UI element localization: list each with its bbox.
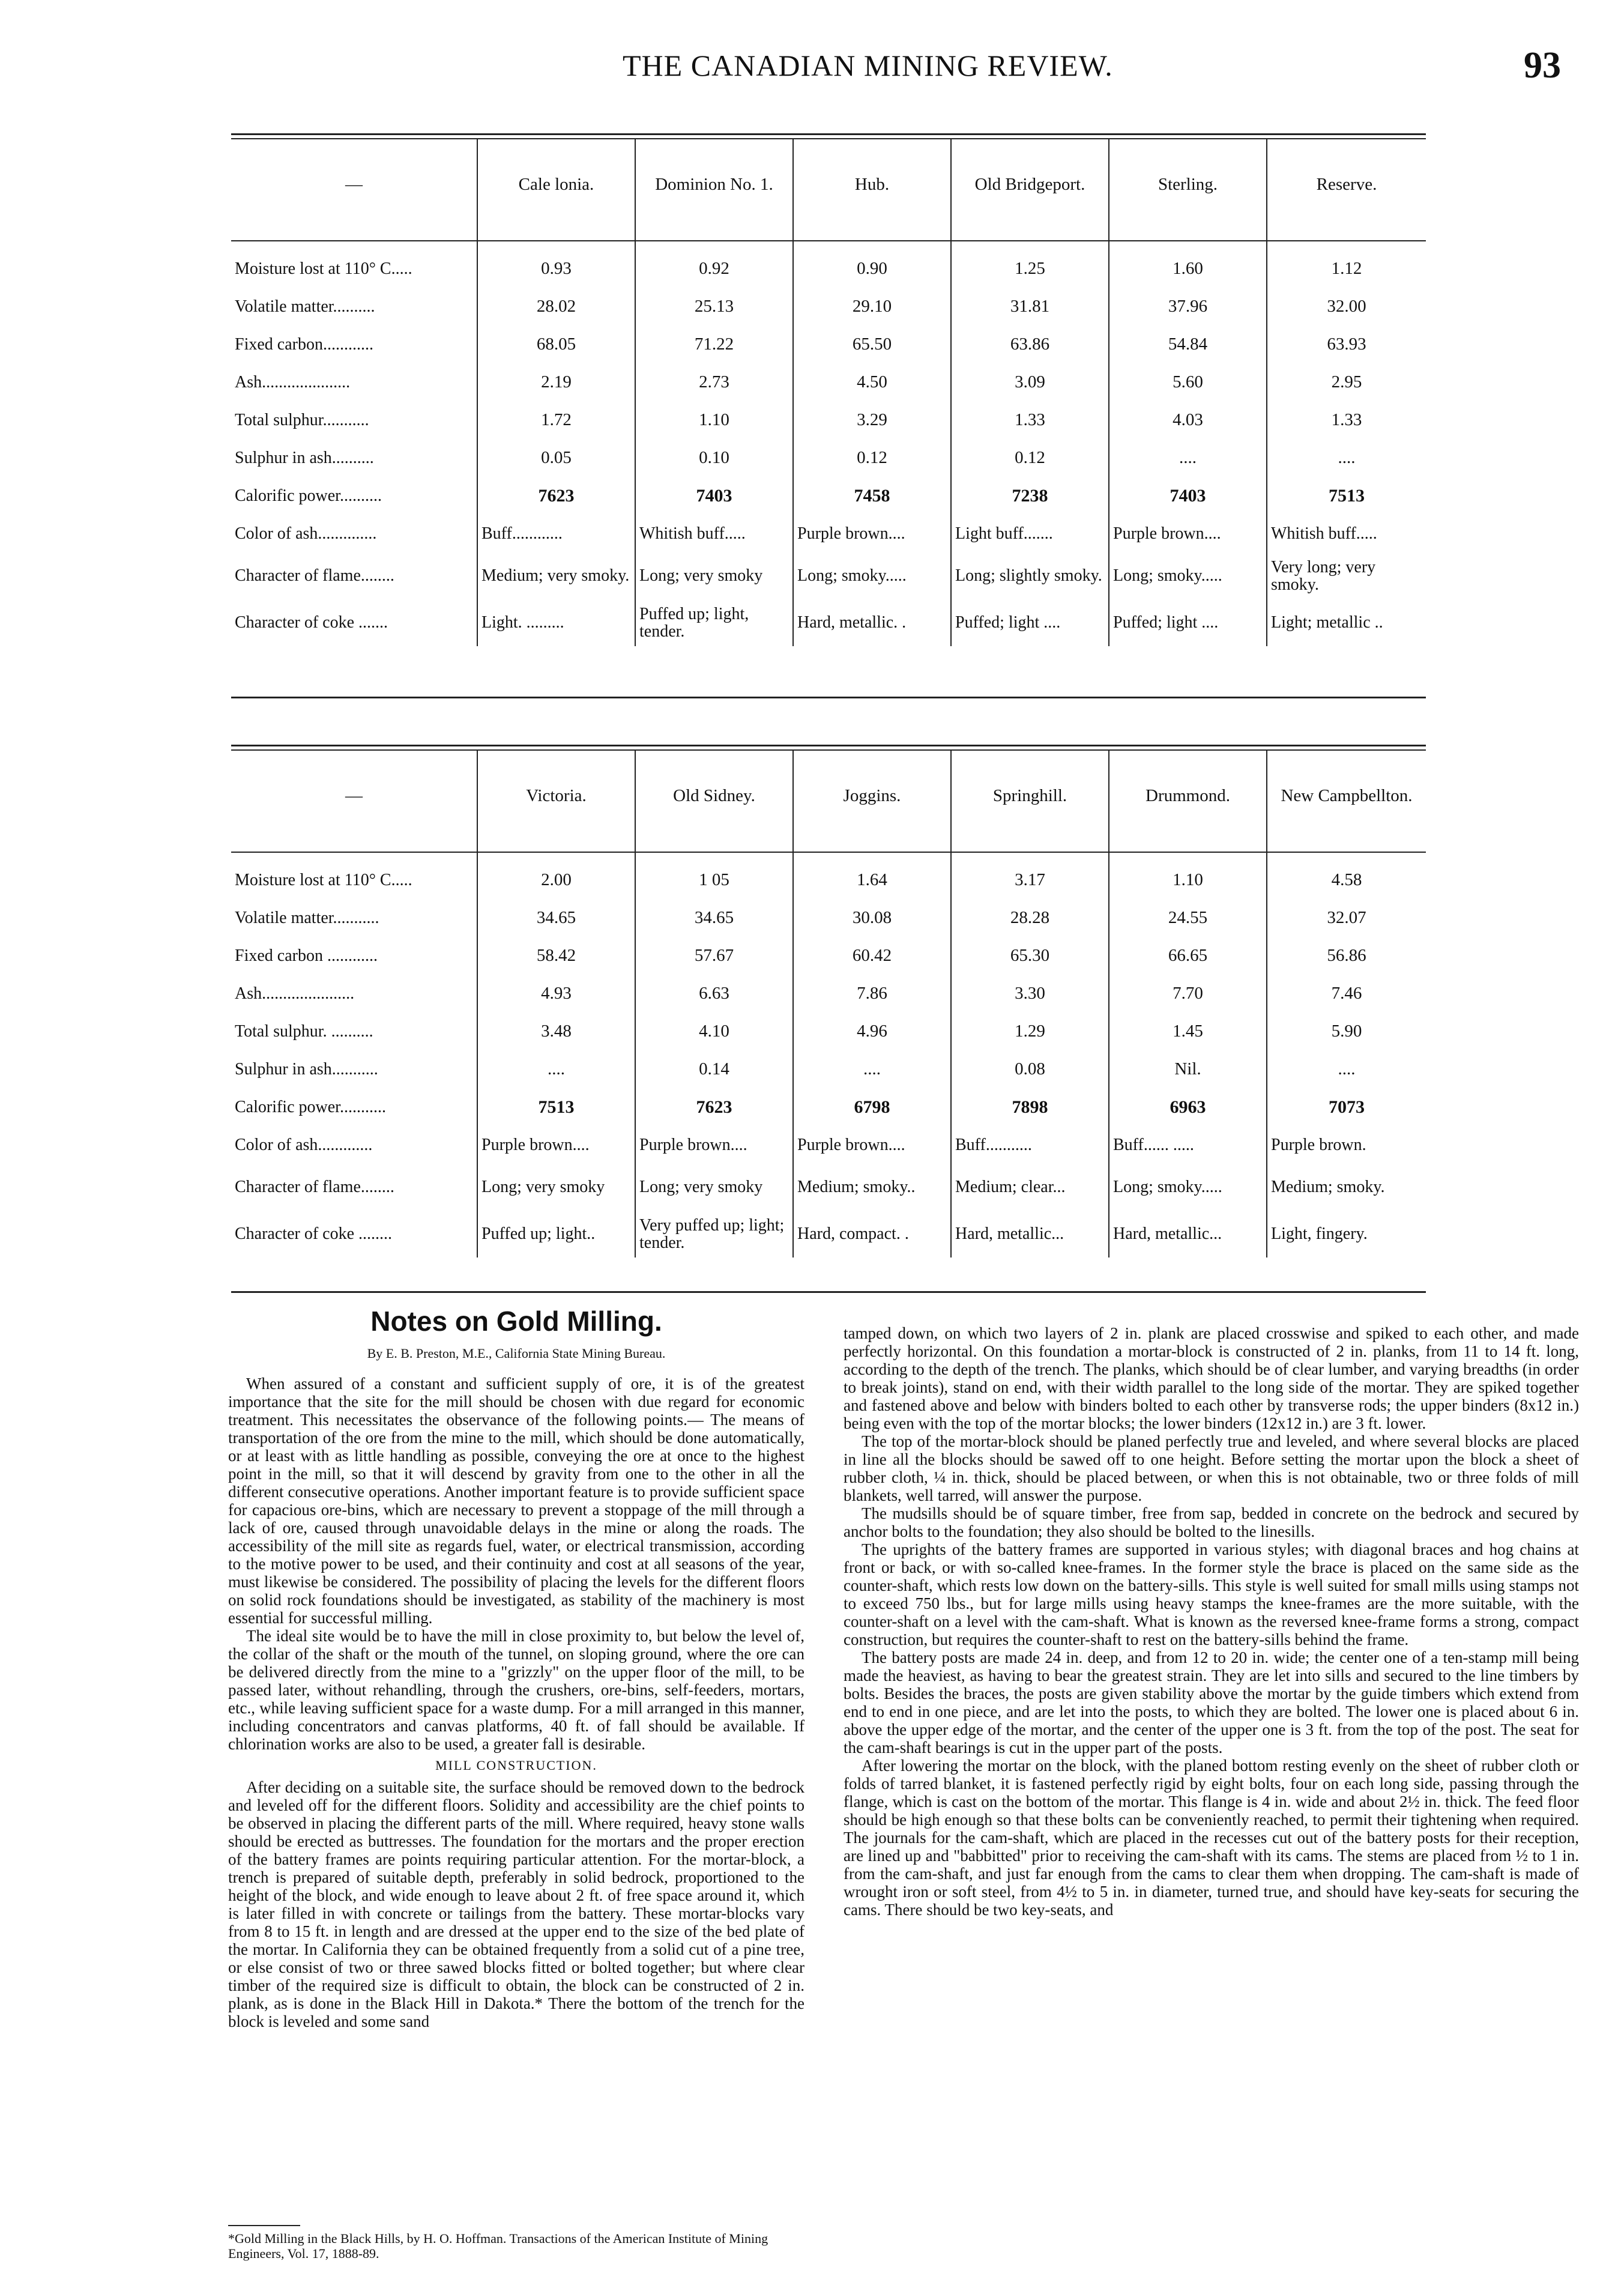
table-row [231, 363, 1426, 401]
table-cell: .... [477, 1050, 635, 1088]
table2-header-row [231, 751, 1426, 841]
table-cell: 5.90 [1267, 1012, 1426, 1050]
row-label: Fixed carbon............ [235, 334, 373, 354]
table-cell: 1.64 [793, 861, 951, 899]
table-cell: 68.05 [477, 325, 635, 363]
table-cell: 60.42 [793, 937, 951, 975]
table1-bottom-rule [231, 697, 1426, 698]
table-cell: 4.96 [793, 1012, 951, 1050]
table1-col-hub: Hub. [793, 139, 951, 229]
article-paragraph: The uprights of the battery frames are supported in various styles; with diagonal braces and hog chains at front or back, or with so-called knee-frames. In the former style the brace is placed on the same side as the counter-shaft, which rests low down on the battery-sills. This style is well suited for small mills using stamps not to exceed 750 lbs., but for large mills using heavy stamps the knee-frames are the more suitable, with the counter-shaft on a level with the cam-shaft. What is known as the reversed knee-frame forms a strong, compact construction, but requires the counter-shaft to rest on the battery-sills behind the frame. [844, 1540, 1579, 1648]
table-cell: 0.08 [951, 1050, 1109, 1088]
table-cell: 1.10 [1109, 861, 1267, 899]
table-row [231, 861, 1426, 899]
table-cell: 57.67 [635, 937, 793, 975]
table-cell: Long; smoky..... [1109, 552, 1267, 599]
row-label: Volatile matter.......... [235, 297, 375, 316]
table-cell: 34.65 [477, 899, 635, 937]
table-row [231, 1164, 1426, 1211]
table-cell: 0.12 [951, 439, 1109, 477]
table-cell: 1.25 [951, 250, 1109, 288]
table-cell: 4.58 [1267, 861, 1426, 899]
table-row [231, 1126, 1426, 1164]
table-cell: .... [793, 1050, 951, 1088]
table2-corner: — [345, 785, 363, 805]
article-byline: By E. B. Preston, M.E., California State Mining Bureau. [367, 1346, 666, 1361]
table-cell: 29.10 [793, 288, 951, 325]
table-cell: Purple brown.... [635, 1126, 793, 1164]
page-number: 93 [1524, 45, 1561, 86]
table-cell: Medium; smoky.. [793, 1164, 951, 1211]
row-label: Calorific power.......... [235, 486, 382, 505]
table-cell: Light buff....... [951, 515, 1109, 552]
row-label: Total sulphur........... [235, 410, 369, 429]
table-cell: 0.10 [635, 439, 793, 477]
table-cell: 1 05 [635, 861, 793, 899]
article-title: Notes on Gold Milling. [370, 1306, 662, 1337]
table1-col-caledonia: Cale lonia. [477, 139, 635, 229]
table-cell: Nil. [1109, 1050, 1267, 1088]
table-cell: 6.63 [635, 975, 793, 1012]
table-cell: Long; very smoky [477, 1164, 635, 1211]
table-cell: 7.70 [1109, 975, 1267, 1012]
table-cell: Puffed; light .... [951, 599, 1109, 646]
row-label: Character of flame........ [235, 566, 394, 585]
table-cell: 28.28 [951, 899, 1109, 937]
table-cell: 3.30 [951, 975, 1109, 1012]
table-row [231, 477, 1426, 515]
table-cell: 1.29 [951, 1012, 1109, 1050]
table-cell: Long; smoky..... [1109, 1164, 1267, 1211]
table-cell: Puffed; light .... [1109, 599, 1267, 646]
table-row [231, 325, 1426, 363]
table-cell: 1.45 [1109, 1012, 1267, 1050]
table-row [231, 1012, 1426, 1050]
table1-col-reserve: Reserve. [1267, 139, 1426, 229]
table-row [231, 1088, 1426, 1126]
table-cell: 7458 [793, 477, 951, 515]
table-row [231, 975, 1426, 1012]
table-cell: 63.86 [951, 325, 1109, 363]
table-cell: Hard, metallic... [1109, 1211, 1267, 1257]
table-cell: Purple brown. [1267, 1126, 1426, 1164]
table-cell: 58.42 [477, 937, 635, 975]
table-cell: Purple brown.... [1109, 515, 1267, 552]
table-cell: 7.46 [1267, 975, 1426, 1012]
table-cell: 0.05 [477, 439, 635, 477]
table-cell: 3.48 [477, 1012, 635, 1050]
table2-col-joggins: Joggins. [793, 751, 951, 841]
table-cell: 2.73 [635, 363, 793, 401]
table-cell: Puffed up; light.. [477, 1211, 635, 1257]
article-paragraph: When assured of a constant and sufficient supply of ore, it is of the greatest importance that the site for the mill should be chosen with due regard for economic treatment. This necessitates the observance of the following points.— The means of transportation of the ore from the mine to the mill, which should be done automatically, or at least with as little handling as possible, conveying the ore at once to the highest point in the mill, so that it will descend by gravity from one to the other in all the different consecutive operations. Another important feature is to provide sufficient space for capacious ore-bins, which are necessary to prevent a stoppage of the mill through a lack of ore, caused through unavoidable delays in the mine or along the roads. The accessibility of the mill site as regards fuel, water, or electrical transmission, according to the motive power to be used, and their continuity and cost at all seasons of the year, must likewise be considered. The possibility of placing the levels for the different floors on solid rock foundations should be investigated, as stability of the machinery is most essential for successful milling. [228, 1375, 804, 1627]
table-cell: 4.03 [1109, 401, 1267, 439]
table-cell: Purple brown.... [793, 1126, 951, 1164]
table-cell: Long; slightly smoky. [951, 552, 1109, 599]
table-row [231, 1211, 1426, 1257]
article-paragraph: The top of the mortar-block should be planed perfectly true and leveled, and where several blocks are placed in line all the blocks should be sawed off to one height. Before setting the mortar upon the block a sheet of rubber cloth, ¼ in. thick, should be placed between, or when this is not obtainable, two or three folds of mill blankets, well tarred, will answer the purpose. [844, 1432, 1579, 1504]
table-cell: 32.07 [1267, 899, 1426, 937]
article-paragraph: After deciding on a suitable site, the surface should be removed down to the bedrock and leveled off for the different floors. Solidity and accessibility are the chief points to be observed in placing the different parts of the mill. Where required, heavy stone walls should be erected as buttresses. The foundation for the mortars and the proper erection of the battery frames are points requiring particular attention. For the mortar-block, a trench is prepared of suitable depth, preferably in solid bedrock, proportioned to the height of the block, and wide enough to leave about 2 ft. of free space around it, which is later filled in with concrete or tailings from the battery. These mortar-blocks vary from 8 to 15 ft. in length and are dressed at the upper end to the size of the bed plate of the mortar. In California they can be obtained frequently from a solid cut of a pine tree, or else consist of two or three sawed blocks fitted or bolted together; but where clear timber of the required size is difficult to obtain, the block can be constructed of 2 in. plank, as is done in the Black Hill in Dakota.* There the bottom of the trench for the block is leveled and some sand [228, 1778, 804, 2030]
table-cell: Long; very smoky [635, 1164, 793, 1211]
row-label: Ash..................... [235, 372, 351, 392]
table-cell: 6963 [1109, 1088, 1267, 1126]
table-row [231, 552, 1426, 599]
table-cell: 2.19 [477, 363, 635, 401]
table-cell: 5.60 [1109, 363, 1267, 401]
table-cell: Medium; smoky. [1267, 1164, 1426, 1211]
coal-analysis-table-1 [231, 139, 1426, 646]
table-cell: .... [1267, 439, 1426, 477]
table-cell: Medium; clear... [951, 1164, 1109, 1211]
table1-top-rule [231, 133, 1426, 135]
table1-col-old-bridgeport: Old Bridgeport. [951, 139, 1109, 229]
row-label: Sulphur in ash.......... [235, 448, 374, 467]
row-label: Character of flame........ [235, 1178, 394, 1196]
table-cell: 31.81 [951, 288, 1109, 325]
table2-col-new-campbellton: New Campbellton. [1267, 751, 1426, 841]
section-subhead: MILL CONSTRUCTION. [435, 1758, 597, 1773]
table-cell: 0.92 [635, 250, 793, 288]
table-cell: 63.93 [1267, 325, 1426, 363]
table-cell: Hard, metallic. . [793, 599, 951, 646]
table-cell: 3.29 [793, 401, 951, 439]
table-row [231, 288, 1426, 325]
article-paragraph: The battery posts are made 24 in. deep, and from 12 to 20 in. wide; the center one of a ten-stamp mill being made the heaviest, as having to bear the greatest strain. They are let into sills and secured to the line timbers by bolts. Besides the braces, the posts are given stability above the mortar by the guide timbers which extend from end to end in one piece, and are let into the posts, to which they are bolted. The lower one is placed about 6 in. above the upper edge of the mortar, and the center of the upper one is 3 ft. from the top of the post. The seat for the cam-shaft bearings is cut in the upper part of the posts. [844, 1648, 1579, 1757]
table-cell: Very long; very smoky. [1267, 552, 1426, 599]
table-cell: 0.12 [793, 439, 951, 477]
table2-col-old-sidney: Old Sidney. [635, 751, 793, 841]
table-cell: 7898 [951, 1088, 1109, 1126]
table-cell: 0.14 [635, 1050, 793, 1088]
article-paragraph: The ideal site would be to have the mill in close proximity to, but below the level of, the collar of the shaft or the mouth of the tunnel, on sloping ground, where the ore can be delivered directly from the mine to a "grizzly" on the upper floor of the mill, to be passed later, without rehandling, through the crushers, ore-bins, self-feeders, mortars, etc., while leaving sufficient space for a waste dump. For a mill arranged in this manner, including concentrators and canvas platforms, 40 ft. of fall should be available. If chlorination works are also to be used, a greater fall is desirable. [228, 1627, 804, 1753]
running-header [0, 45, 1624, 90]
table-cell: 28.02 [477, 288, 635, 325]
table-cell: 66.65 [1109, 937, 1267, 975]
table-cell: 7513 [477, 1088, 635, 1126]
table-cell: Light. ......... [477, 599, 635, 646]
table-cell: Purple brown.... [793, 515, 951, 552]
table-cell: 1.33 [951, 401, 1109, 439]
row-label: Total sulphur. .......... [235, 1021, 373, 1041]
table-cell: 30.08 [793, 899, 951, 937]
table-cell: Medium; very smoky. [477, 552, 635, 599]
table-cell: 1.60 [1109, 250, 1267, 288]
row-label: Moisture lost at 110° C..... [235, 259, 412, 278]
table-cell: Whitish buff..... [635, 515, 793, 552]
table-row [231, 1050, 1426, 1088]
table-cell: 71.22 [635, 325, 793, 363]
table-cell: 1.12 [1267, 250, 1426, 288]
row-label: Color of ash............. [235, 1135, 373, 1154]
table-cell: Very puffed up; light; tender. [635, 1211, 793, 1257]
table-cell: 54.84 [1109, 325, 1267, 363]
journal-title: THE CANADIAN MINING REVIEW. [623, 49, 1113, 82]
table2-top-rule [231, 745, 1426, 746]
table-cell: Buff............ [477, 515, 635, 552]
table-cell: 4.93 [477, 975, 635, 1012]
table1-col-dominion: Dominion No. 1. [635, 139, 793, 229]
row-label: Volatile matter........... [235, 908, 379, 927]
table-cell: Light; metallic .. [1267, 599, 1426, 646]
table-row [231, 439, 1426, 477]
table-cell: 7623 [477, 477, 635, 515]
coal-analysis-table-2 [231, 751, 1426, 1257]
table-row [231, 599, 1426, 646]
table1-corner: — [345, 174, 363, 194]
table-cell: Whitish buff..... [1267, 515, 1426, 552]
row-label: Fixed carbon ............ [235, 946, 378, 965]
table-cell: Buff........... [951, 1126, 1109, 1164]
table-cell: Buff...... ..... [1109, 1126, 1267, 1164]
table-cell: 1.10 [635, 401, 793, 439]
table-cell: .... [1109, 439, 1267, 477]
table-cell: 56.86 [1267, 937, 1426, 975]
table-cell: Hard, compact. . [793, 1211, 951, 1257]
table-cell: 7403 [635, 477, 793, 515]
table-cell: Purple brown.... [477, 1126, 635, 1164]
article-paragraph: The mudsills should be of square timber, free from sap, bedded in concrete on the bedrock and secured by anchor bolts to the foundation; they also should be bolted to the linesills. [844, 1504, 1579, 1540]
row-label: Moisture lost at 110° C..... [235, 870, 412, 889]
table-cell: 2.95 [1267, 363, 1426, 401]
table-cell: 7623 [635, 1088, 793, 1126]
table-cell: 2.00 [477, 861, 635, 899]
footnote: *Gold Milling in the Black Hills, by H. O. Hoffman. Transactions of the American Institute of Mining Engineers, Vol. 17, 1888-89. [228, 2231, 768, 2261]
table-cell: 0.90 [793, 250, 951, 288]
table-cell: 37.96 [1109, 288, 1267, 325]
table-row [231, 937, 1426, 975]
table-cell: 65.50 [793, 325, 951, 363]
table-cell: Puffed up; light, tender. [635, 599, 793, 646]
table-row [231, 515, 1426, 552]
row-label: Character of coke ....... [235, 613, 388, 632]
table2-col-springhill: Springhill. [951, 751, 1109, 841]
table-cell: 7403 [1109, 477, 1267, 515]
table-cell: 1.72 [477, 401, 635, 439]
table2-col-drummond: Drummond. [1109, 751, 1267, 841]
row-label: Ash...................... [235, 984, 355, 1003]
row-label: Color of ash.............. [235, 524, 377, 543]
table-cell: 7513 [1267, 477, 1426, 515]
table-cell: 4.10 [635, 1012, 793, 1050]
table-cell: 65.30 [951, 937, 1109, 975]
row-label: Sulphur in ash........... [235, 1059, 378, 1079]
table-cell: 0.93 [477, 250, 635, 288]
table-cell: 6798 [793, 1088, 951, 1126]
table-row [231, 401, 1426, 439]
table-cell: 7073 [1267, 1088, 1426, 1126]
table-cell: 3.17 [951, 861, 1109, 899]
table2-col-victoria: Victoria. [477, 751, 635, 841]
table1-col-sterling: Sterling. [1109, 139, 1267, 229]
row-label: Calorific power........... [235, 1097, 386, 1116]
footnote-rule [228, 2225, 300, 2226]
table-cell: 1.33 [1267, 401, 1426, 439]
table1-header-row [231, 139, 1426, 229]
table-row [231, 899, 1426, 937]
table-cell: 24.55 [1109, 899, 1267, 937]
table-cell: Light, fingery. [1267, 1211, 1426, 1257]
table-cell: 4.50 [793, 363, 951, 401]
table-cell: Hard, metallic... [951, 1211, 1109, 1257]
table-cell: 25.13 [635, 288, 793, 325]
table-cell: 3.09 [951, 363, 1109, 401]
table-cell: 7.86 [793, 975, 951, 1012]
article-paragraph: tamped down, on which two layers of 2 in. plank are placed crosswise and spiked to each other, and made perfectly horizontal. On this foundation a mortar-block is constructed of 2 in. planks, from 11 to 14 ft. long, according to the depth of the trench. The planks, which should be of clear lumber, and varying breadths (in order to break joints), stand on end, with their width parallel to the long side of the mortar. They are spiked together and fastened above and below with binders bolted to each other by transverse rods; the upper binders (8x12 in.) being even with the top of the mortar blocks; the lower binders (12x12 in.) are 3 ft. lower. [844, 1324, 1579, 1432]
table-cell: 34.65 [635, 899, 793, 937]
table2-bottom-rule [231, 1291, 1426, 1293]
article-column-1 [228, 1306, 804, 2030]
table-cell: .... [1267, 1050, 1426, 1088]
table-cell: 32.00 [1267, 288, 1426, 325]
article-paragraph: After lowering the mortar on the block, with the planed bottom resting evenly on the sheet of rubber cloth or folds of tarred blanket, it is fastened perfectly rigid by eight bolts, four on each long side, passing through the flange, which is cast on the bottom of the mortar. This flange is 4 in. wide and about 2½ in. thick. The feed floor should be high enough so that these bolts can be conveniently reached, to permit their tightening when required. The journals for the cam-shaft, which are placed in the recesses cut out of the battery posts for their reception, are lined up and "babbitted" prior to receiving the cam-shaft with its cams. The stems are placed from ½ to 1 in. from the cam-shaft, and just far enough from the cams to clear them when dropping. The cam-shaft is made of wrought iron or soft steel, from 4½ to 5 in. in diameter, turned true, and should have key-seats for securing the cams. There should be two key-seats, and [844, 1757, 1579, 1919]
table-cell: Long; very smoky [635, 552, 793, 599]
row-label: Character of coke ........ [235, 1224, 392, 1243]
article-column-2 [844, 1324, 1579, 1919]
table-cell: Long; smoky..... [793, 552, 951, 599]
table-row [231, 250, 1426, 288]
table-cell: 7238 [951, 477, 1109, 515]
